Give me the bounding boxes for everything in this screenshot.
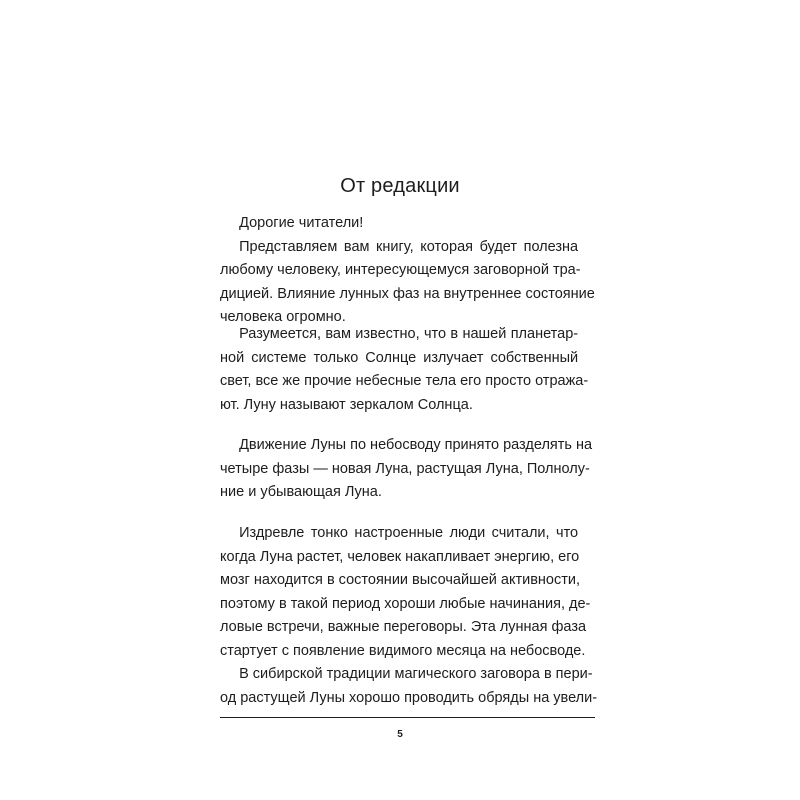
text-line: од растущей Луны хорошо проводить обряды на увели- [220, 688, 598, 706]
paragraph-intro [220, 235, 595, 329]
text-line: человека огромно. [220, 308, 346, 325]
footer-rule [220, 717, 595, 718]
text-line: свет, все же прочие небесные тела его просто отража- [220, 372, 589, 389]
text-line: когда Луна растет, человек накапливает энергию, его [220, 547, 580, 565]
text-line: ной системе только Солнце излучает собственный [220, 348, 579, 366]
text-line: Движение Луны по небосводу принято разделять на [239, 436, 593, 453]
paragraph-greeting [220, 211, 578, 235]
text-line: четыре фазы — новая Луна, растущая Луна, Полнолу- [220, 459, 590, 477]
text-line: ловые встречи, важные переговоры. Эта лунная фаза [220, 618, 587, 635]
text-line: любому человеку, интересующемуся заговорной тра- [220, 261, 581, 278]
text-line: В сибирской традиции магического заговора в пери- [239, 665, 593, 682]
section-title: От редакции [340, 175, 460, 197]
text-line: мозг находится в состоянии высочайшей активности, [220, 571, 581, 588]
text-line: стартует с появление видимого месяца на небосводе. [220, 641, 586, 659]
text-line: поэтому в такой период хороши любые начинания, де- [220, 594, 591, 612]
text-line: дицией. Влияние лунных фаз на внутреннее состояние [220, 284, 595, 302]
paragraph-phases [220, 433, 593, 504]
paragraph-sun [220, 322, 589, 416]
text-line: Издревле тонко настроенные люди считали, что [239, 524, 579, 541]
page-number: 5 [397, 729, 403, 740]
text-line: Дорогие читатели! [239, 214, 364, 231]
text-line: Разумеется, вам известно, что в нашей планетар- [239, 325, 579, 342]
text-line: Представляем вам книгу, которая будет полезна [239, 237, 579, 255]
text-line: ние и убывающая Луна. [220, 483, 382, 500]
paragraph-growing-moon [220, 521, 598, 709]
text-line: ют. Луну называют зеркалом Солнца. [220, 395, 473, 413]
